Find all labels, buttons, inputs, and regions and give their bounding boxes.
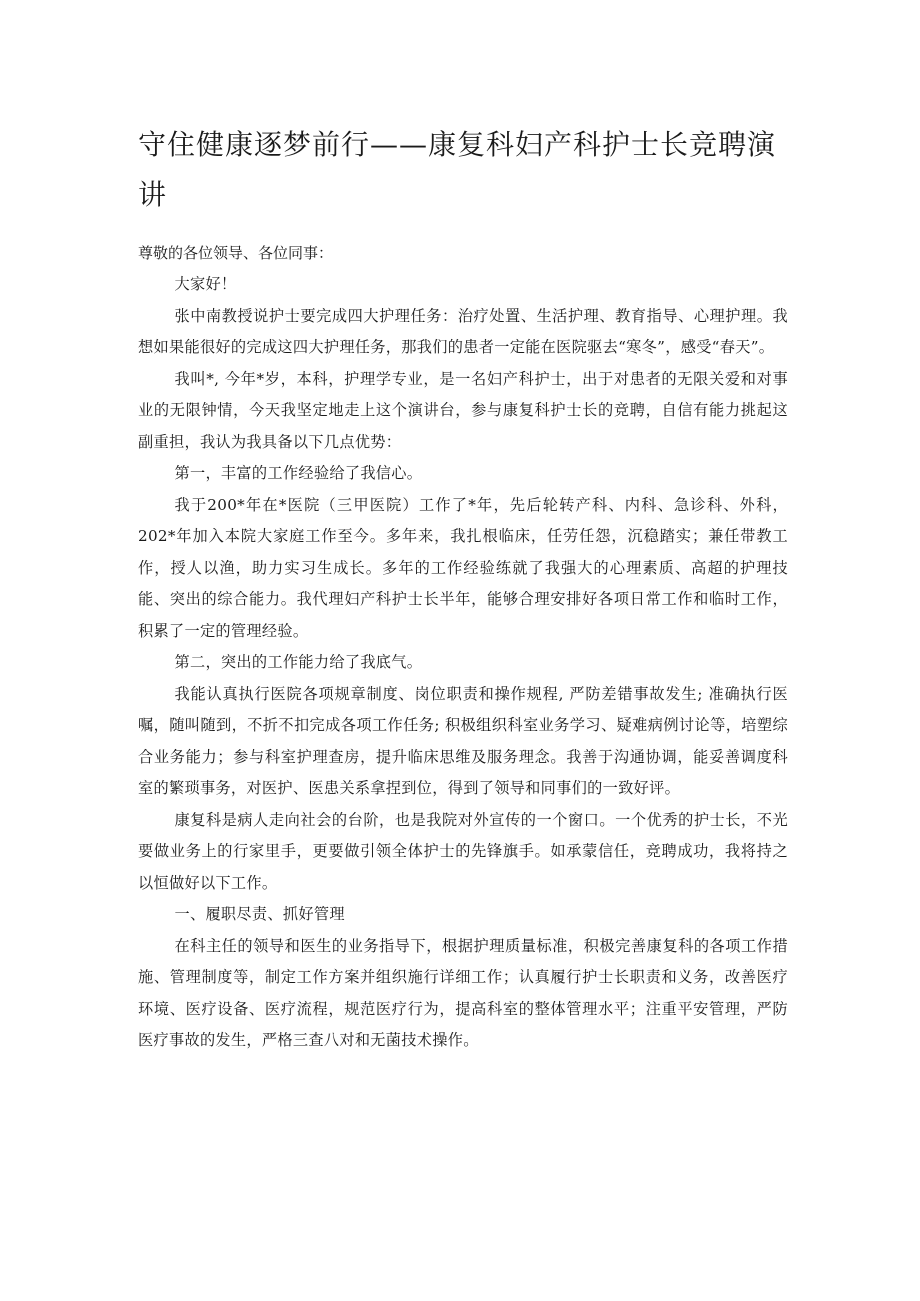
paragraph-point-one-heading: 第一，丰富的工作经验给了我信心。 <box>174 464 423 482</box>
paragraph-department-role: 康复科是病人走向社会的台阶，也是我院对外宣传的一个窗口。一个优秀的护士长，不光要做业务上的行家里手，更要做引领全体护士的先锋旗手。如承蒙信任，竞聘成功，我将持之以恒做好以下工作。 <box>138 810 788 892</box>
paragraph-self-introduction: 我叫*, 今年*岁，本科，护理学专业，是一名妇产科护士，出于对患者的无限关爱和对事业的无限钟情，今天我坚定地走上这个演讲台，参与康复科护士长的竞聘，自信有能力挑起这副重担，我认为我具备以下几点优势： <box>138 369 788 451</box>
document-page <box>138 120 788 1057</box>
paragraph-greeting: 大家好！ <box>174 275 237 293</box>
paragraph-point-two-heading: 第二，突出的工作能力给了我底气。 <box>174 653 423 671</box>
paragraph-management-plan: 在科主任的领导和医生的业务指导下，根据护理质量标准，积极完善康复科的各项工作措施、管理制度等，制定工作方案并组织施行详细工作；认真履行护士长职责和义务，改善医疗环境、医疗设备、医疗流程，规范医疗行为，提高科室的整体管理水平；注重平安管理，严防医疗事故的发生，严格三查八对和无菌技术操作。 <box>138 936 788 1049</box>
salutation: 尊敬的各位领导、各位同事： <box>138 244 334 262</box>
paragraph-ability: 我能认真执行医院各项规章制度、岗位职责和操作规程, 严防差错事故发生; 准确执行医嘱，随叫随到，不折不扣完成各项工作任务; 积极组织科室业务学习、疑难病例讨论等，培塑综合业务能力；参与科室护理查房，提升临床思维及服务理念。我善于沟通协调，能妥善调度科室的繁琐事务，对医护、医患关系拿捏到位，得到了领导和同事们的一致好评。 <box>138 684 788 797</box>
paragraph-intro-quote: 张中南教授说护士要完成四大护理任务：治疗处置、生活护理、教育指导、心理护理。我想如果能很好的完成这四大护理任务，那我们的患者一定能在医院驱去“寒冬”，感受“春天”。 <box>138 306 788 356</box>
paragraph-section-one-heading: 一、履职尽责、抓好管理 <box>174 905 345 923</box>
document-title: 守住健康逐梦前行——康复科妇产科护士长竞聘演讲 <box>138 128 777 211</box>
paragraph-experience: 我于200*年在*医院（三甲医院）工作了*年，先后轮转产科、内科、急诊科、外科，202*年加入本院大家庭工作至今。多年来，我扎根临床，任劳任怨，沉稳踏实；兼任带教工作，授人以渔，助力实习生成长。多年的工作经验练就了我强大的心理素质、高超的护理技能、突出的综合能力。我代理妇产科护士长半年，能够合理安排好各项日常工作和临时工作，积累了一定的管理经验。 <box>138 495 788 640</box>
